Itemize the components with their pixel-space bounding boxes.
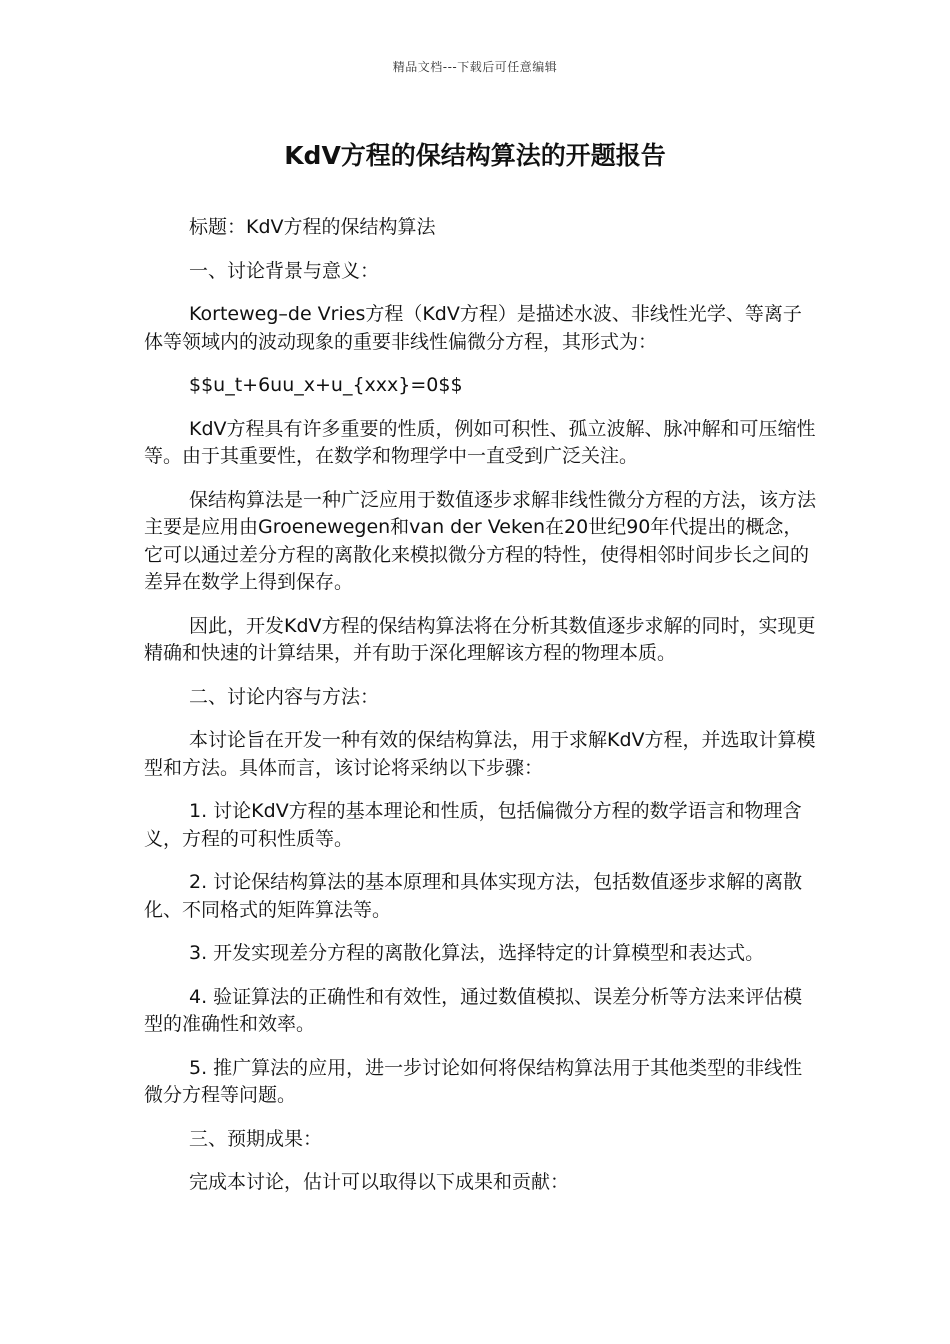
paragraph-outcomes-intro: 完成本讨论，估计可以取得以下成果和贡献： bbox=[189, 1171, 570, 1193]
paragraph-kdv-intro: Korteweg–de Vries方程（KdV方程）是描述水波、非线性光学、等离子体等领域内的波动现象的重要非线性偏微分方程，其形式为： bbox=[144, 303, 802, 353]
document-title: KdV方程的保结构算法的开题报告 bbox=[284, 141, 666, 170]
equation-line: $$u_t+6uu_x+u_{xxx}=0$$ bbox=[189, 374, 463, 396]
section-heading-background: 一、讨论背景与意义： bbox=[189, 259, 380, 282]
step-item-1: 1. 讨论KdV方程的基本理论和性质，包括偏微分方程的数学语言和物理含义，方程的可积性质等。 bbox=[144, 800, 802, 850]
step-item-2: 2. 讨论保结构算法的基本原理和具体实现方法，包括数值逐步求解的离散化、不同格式的矩阵算法等。 bbox=[144, 871, 803, 921]
paragraph-aim: 本讨论旨在开发一种有效的保结构算法，用于求解KdV方程，并选取计算模型和方法。具体而言，该讨论将采纳以下步骤： bbox=[144, 729, 816, 779]
step-item-3: 3. 开发实现差分方程的离散化算法，选择特定的计算模型和表达式。 bbox=[189, 942, 765, 964]
paragraph-kdv-properties: KdV方程具有许多重要的性质，例如可积性、孤立波解、脉冲解和可压缩性等。由于其重要性，在数学和物理学中一直受到广泛关注。 bbox=[144, 417, 816, 467]
section-heading-outcomes: 三、预期成果： bbox=[189, 1127, 323, 1150]
paragraph-motivation: 因此，开发KdV方程的保结构算法将在分析其数值逐步求解的同时，实现更精确和快速的计算结果，并有助于深化理解该方程的物理本质。 bbox=[144, 614, 816, 664]
paragraph-structure-preserving: 保结构算法是一种广泛应用于数值逐步求解非线性微分方程的方法，该方法主要是应用由Groenewegen和van der Veken在20世纪90年代提出的概念，它可以通过差分方程的离散化来模拟微分方程的特性，使得相邻时间步长之间的差异在数学上得到保存。 bbox=[144, 488, 817, 593]
document-body bbox=[144, 214, 816, 1213]
step-item-4: 4. 验证算法的正确性和有效性，通过数值模拟、误差分析等方法来评估模型的准确性和效率。 bbox=[144, 985, 803, 1035]
step-item-5: 5. 推广算法的应用，进一步讨论如何将保结构算法用于其他类型的非线性微分方程等问题。 bbox=[144, 1056, 803, 1106]
section-heading-content: 二、讨论内容与方法： bbox=[189, 685, 380, 708]
subject-line: 标题：KdV方程的保结构算法 bbox=[189, 216, 436, 238]
header-note: 精品文档---下载后可任意编辑 bbox=[392, 60, 558, 74]
